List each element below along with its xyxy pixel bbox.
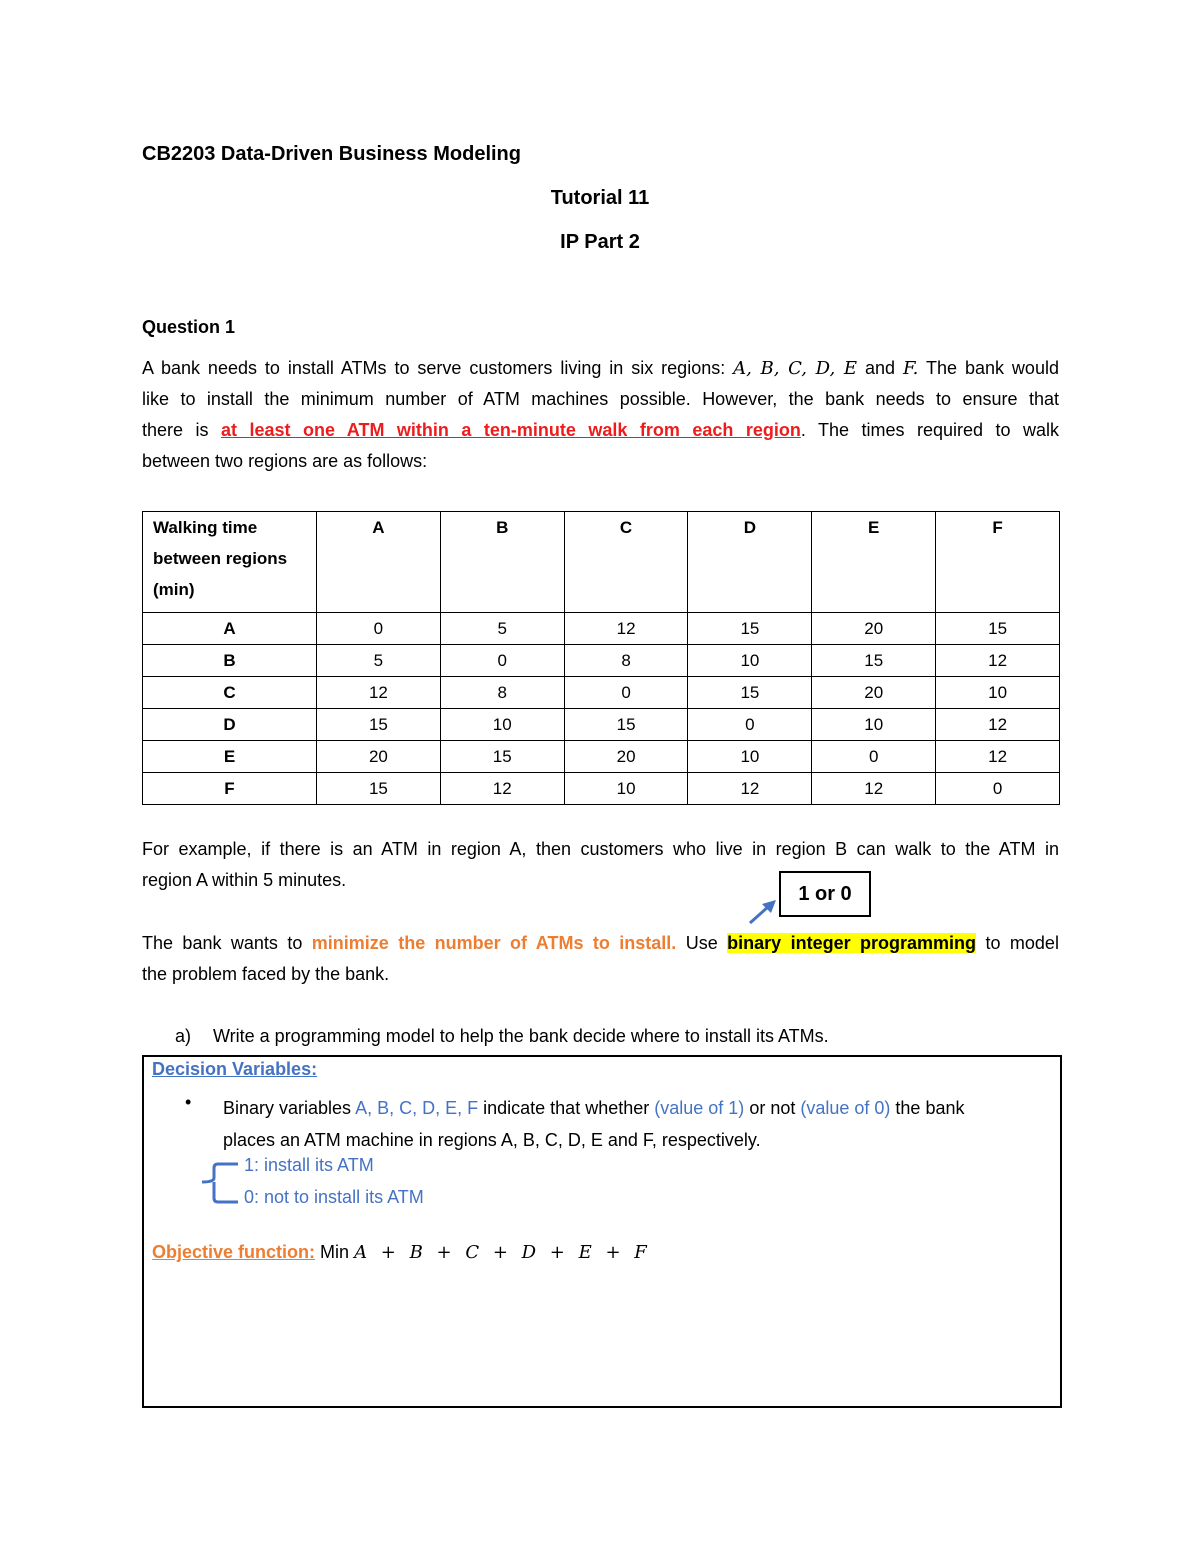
column-header: C: [564, 512, 688, 613]
goal-line-2: the problem faced by the bank.: [142, 964, 390, 984]
question-line-3: there is at least one ATM within a ten-minute walk from each region. The times required to walk: [142, 420, 1059, 440]
walking-time-table: [142, 511, 1060, 805]
table-cell: 0: [936, 773, 1060, 805]
table-cell: 12: [317, 677, 441, 709]
question-line-2: like to install the minimum number of ATM machines possible. However, the bank needs to ensure that: [142, 389, 1059, 409]
table-cell: 0: [564, 677, 688, 709]
question-line-1: A bank needs to install ATMs to serve customers living in six regions: A, B, C, D, E and F. The bank would: [142, 358, 1059, 379]
table-cell: 10: [688, 741, 812, 773]
table-cell: 15: [564, 709, 688, 741]
table-cell: 12: [440, 773, 564, 805]
decision-variables-text: Binary variables A, B, C, D, E, F indicate that whether (value of 1) or not (value of 0) the bank places an ATM machine in regions A, B, C, D, E and F, respectively.: [223, 1098, 965, 1150]
table-cell: 5: [440, 613, 564, 645]
table-cell: 15: [317, 773, 441, 805]
table-cell: 15: [688, 613, 812, 645]
table-cell: 12: [936, 741, 1060, 773]
table-cell: 0: [688, 709, 812, 741]
row-header: E: [143, 741, 317, 773]
table-cell: 12: [812, 773, 936, 805]
table-cell: 15: [440, 741, 564, 773]
question-line-4: between two regions are as follows:: [142, 451, 428, 471]
goal-paragraph: [142, 928, 1059, 990]
question-paragraph: [142, 353, 1059, 477]
table-row: [143, 677, 1060, 709]
table-cell: 0: [440, 645, 564, 677]
table-cell: 10: [688, 645, 812, 677]
table-row: [143, 773, 1060, 805]
column-header: A: [317, 512, 441, 613]
table-cell: 15: [317, 709, 441, 741]
row-header: B: [143, 645, 317, 677]
table-cell: 10: [564, 773, 688, 805]
table-cell: 12: [936, 709, 1060, 741]
goal-line-1: The bank wants to minimize the number of ATMs to install. Use binary integer programming to model: [142, 933, 1059, 953]
requirement-highlight: at least one ATM within a ten-minute walk from each region: [221, 420, 801, 440]
example-line-1: For example, if there is an ATM in region A, then customers who live in region B can walk to the ATM in: [142, 839, 1059, 859]
row-header: F: [143, 773, 317, 805]
table-cell: 10: [936, 677, 1060, 709]
table-row: [143, 645, 1060, 677]
column-header: D: [688, 512, 812, 613]
objective-function: Objective function: Min A + B + C + D + E + F: [152, 1242, 649, 1263]
course-title: CB2203 Data-Driven Business Modeling: [142, 143, 521, 165]
column-header: F: [936, 512, 1060, 613]
objective-highlight: minimize the number of ATMs to install.: [311, 933, 677, 953]
part-a-text: Write a programming model to help the bank decide where to install its ATMs.: [213, 1026, 829, 1046]
objective-expression: A + B + C + D + E + F: [354, 1242, 649, 1263]
row-header: D: [143, 709, 317, 741]
part-title: IP Part 2: [560, 231, 640, 253]
table-header-row: [143, 512, 1060, 613]
table-cell: 15: [688, 677, 812, 709]
table-cell: 15: [936, 613, 1060, 645]
table-cell: 12: [936, 645, 1060, 677]
row-header: A: [143, 613, 317, 645]
annotation-arrow-icon: [745, 896, 781, 928]
table-cell: 12: [564, 613, 688, 645]
option-not-install: 0: not to install its ATM: [244, 1187, 424, 1207]
decision-variables-title: Decision Variables:: [152, 1059, 318, 1079]
method-highlight: binary integer programming: [727, 933, 977, 953]
question-title: Question 1: [142, 317, 236, 337]
option-install: 1: install its ATM: [244, 1155, 374, 1175]
example-paragraph: [142, 834, 1059, 896]
table-cell: 0: [812, 741, 936, 773]
table-cell: 10: [812, 709, 936, 741]
table-cell: 20: [812, 613, 936, 645]
table-cell: 20: [564, 741, 688, 773]
part-a-label: a): [175, 1026, 192, 1046]
example-line-2: region A within 5 minutes.: [142, 870, 347, 890]
table-cell: 8: [564, 645, 688, 677]
table-cell: 20: [317, 741, 441, 773]
column-header: E: [812, 512, 936, 613]
table-cell: 0: [317, 613, 441, 645]
table-cell: 10: [440, 709, 564, 741]
row-header: C: [143, 677, 317, 709]
tutorial-title: Tutorial 11: [550, 187, 650, 209]
table-corner-header: Walking time between regions (min): [143, 512, 317, 613]
table-cell: 12: [688, 773, 812, 805]
binary-annotation-box: 1 or 0: [779, 871, 871, 917]
table-cell: 20: [812, 677, 936, 709]
table-row: [143, 613, 1060, 645]
bullet-icon: •: [185, 1092, 192, 1112]
table-cell: 15: [812, 645, 936, 677]
table-row: [143, 741, 1060, 773]
table-cell: 8: [440, 677, 564, 709]
table-cell: 5: [317, 645, 441, 677]
column-header: B: [440, 512, 564, 613]
brace-icon: [198, 1160, 242, 1208]
table-row: [143, 709, 1060, 741]
